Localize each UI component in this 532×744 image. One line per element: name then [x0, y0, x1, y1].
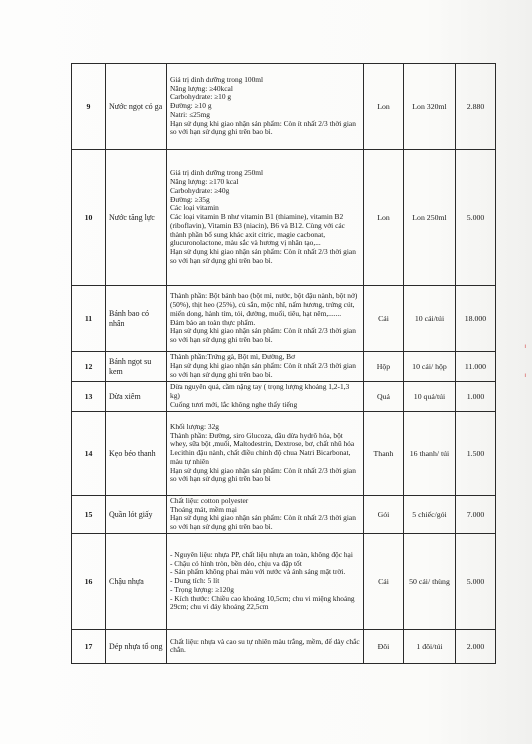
spec-line: Khối lượng: 32g [170, 421, 219, 431]
spec-line: Đường: ≥35g [170, 194, 210, 204]
row-number: 13 [72, 382, 106, 412]
spec-line: Thoáng mát, mềm mại [170, 504, 237, 514]
spec-line: - Chậu có hình tròn, bền dẻo, chịu va đập tốt [170, 558, 302, 568]
spec-line: Các loại vitamin [170, 203, 219, 213]
row-number: 15 [72, 496, 106, 534]
spec-line: Đường: ≥10 g [170, 101, 212, 111]
table-row [72, 412, 496, 496]
spec-line: Chất liệu: cotton polyester [170, 496, 249, 505]
margin-mark: ı [524, 372, 526, 379]
product-name: Kẹo béo thanh [106, 412, 167, 496]
row-number: 14 [72, 412, 106, 496]
spec-line: Giá trị dinh dưỡng trong 100ml [170, 74, 264, 84]
quantity: 7.000 [456, 496, 496, 534]
spec-line: Natri: ≤25mg [170, 109, 210, 119]
product-name: Bánh ngọt su kem [106, 352, 167, 382]
unit-of-measure: Lon [364, 64, 404, 150]
spec-line: Đảm bảo an toàn thực phẩm. [170, 317, 256, 327]
product-name: Bánh bao có nhân [106, 286, 167, 352]
spec-line: Hạn sử dụng khi giao nhận sản phẩm: Còn ít nhất 2/3 thời gian so với hạn sử dụng ghi trên bao bì. [170, 361, 356, 379]
quantity: 1.000 [456, 382, 496, 412]
spec-line: - Kích thước: Chiều cao khoảng 10,5cm; chu vi miệng khoảng 29cm; chu vi đáy khoảng 22,5cm [170, 593, 355, 612]
quantity: 5.000 [456, 533, 496, 629]
product-name: Nước tăng lực [106, 150, 167, 286]
product-spec [167, 496, 364, 534]
spec-line: Thành phần: Bột bánh bao (bột mì, nước, bột đậu nành, bột nở) (50%), thịt heo (25%), củ sắn, mộc nhĩ, nấm hương, trứng cút, miến dong, hành tím, tỏi, đường, muối, tiêu, hạt nêm,....... [170, 291, 358, 318]
table-row [72, 150, 496, 286]
spec-line: Năng lượng: ≥40kcal [170, 83, 233, 93]
spec-line: Các loại vitamin B như vitamin B1 (thiamine), vitamin B2 (riboflavin), Vitamin B3 (niacin), B6 và B12. Cùng với các thành phần bổ sung khác axit citric, magie cacbonat, glucuronolactone, màu sắc và hương vị nhân tạo,... [170, 212, 345, 248]
packaging: 50 cái/ thùng [404, 533, 456, 629]
unit-of-measure: Hộp [364, 352, 404, 382]
spec-line: - Nguyên liệu: nhựa PP, chất liệu nhựa an toàn, không độc hại [170, 549, 353, 559]
spec-line: Hạn sử dụng khi giao nhận sản phẩm: Còn ít nhất 2/3 thời gian so với hạn sử dụng ghi trên bao bì [170, 465, 356, 484]
product-spec [167, 352, 364, 382]
table-row [72, 64, 496, 150]
table-row [72, 352, 496, 382]
product-spec [167, 533, 364, 629]
table-row [72, 382, 496, 412]
spec-line: Dừa nguyên quả, cầm nặng tay ( trọng lượng khoảng 1,2-1,3 kg) [170, 382, 350, 401]
table-row [72, 533, 496, 629]
row-number: 10 [72, 150, 106, 286]
row-number: 9 [72, 64, 106, 150]
unit-of-measure: Gói [364, 496, 404, 534]
unit-of-measure: Quả [364, 382, 404, 412]
unit-of-measure: Đôi [364, 629, 404, 663]
spec-line: Cuống tươi mới, lắc không nghe thấy tiếng [170, 399, 298, 409]
spec-line: - Sản phẩm không phai màu với nước và ánh sáng mặt trời. [170, 567, 346, 577]
product-name: Chậu nhựa [106, 533, 167, 629]
spec-line: Hạn sử dụng khi giao nhận sản phẩm: Còn ít nhất 2/3 thời gian so với hạn sử dụng ghi trên bao bì. [170, 326, 356, 344]
table-row [72, 496, 496, 534]
quantity: 11.000 [456, 352, 496, 382]
product-spec [167, 150, 364, 286]
unit-of-measure: Cái [364, 286, 404, 352]
product-name: Quần lót giấy [106, 496, 167, 534]
product-spec [167, 412, 364, 496]
packaging: 10 quả/túi [404, 382, 456, 412]
packaging: Lon 320ml [404, 64, 456, 150]
unit-of-measure: Lon [364, 150, 404, 286]
product-spec [167, 286, 364, 352]
spec-line: Chất liệu: nhựa và cao su tự nhiên màu trắng, mềm, đế dày chắc chắn. [170, 636, 360, 655]
row-number: 16 [72, 533, 106, 629]
spec-line: - Trọng lượng: ≥120g [170, 584, 234, 594]
spec-line: - Dung tích: 5 lít [170, 576, 220, 586]
packaging: 5 chiếc/gói [404, 496, 456, 534]
spec-line: Carbohydrate: ≥10 g [170, 92, 232, 102]
packaging: 16 thanh/ túi [404, 412, 456, 496]
packaging: 10 cái/ hộp [404, 352, 456, 382]
product-name: Dép nhựa tổ ong [106, 629, 167, 663]
product-name: Nước ngọt có ga [106, 64, 167, 150]
spec-line: Carbohydrate: ≥40g [170, 185, 230, 195]
row-number: 12 [72, 352, 106, 382]
margin-mark: ı [524, 343, 526, 350]
product-spec [167, 382, 364, 412]
row-number: 11 [72, 286, 106, 352]
spec-line: Hạn sử dụng khi giao nhận sản phẩm: Còn ít nhất 2/3 thời gian so với hạn sử dụng ghi trên bao bì. [170, 247, 356, 265]
spec-line: Hạn sử dụng khi giao nhận sản phẩm: Còn ít nhất 2/3 thời gian so với hạn sử dụng ghi trên bao bì. [170, 118, 356, 137]
table-row [72, 286, 496, 352]
row-number: 17 [72, 629, 106, 663]
quantity: 5.000 [456, 150, 496, 286]
spec-line: Năng lượng: ≥170 kcal [170, 177, 239, 187]
table-row [72, 629, 496, 663]
spec-line: Thành phần: Đường, siro Glucoza, dầu dừa hydrô hóa, bột whey, sữa bột ,muối, Maltodestrin, Dextrose, bơ, chất nhũ hóa Lecithin đậu nành, chất điều chỉnh độ chua Natri Bicarbonat, màu tự nhiên [170, 430, 355, 466]
quantity: 18.000 [456, 286, 496, 352]
packaging: 1 đôi/túi [404, 629, 456, 663]
unit-of-measure: Cái [364, 533, 404, 629]
spec-line: Hạn sử dụng khi giao nhận sản phẩm: Còn ít nhất 2/3 thời gian so với hạn sử dụng ghi trên bao bì. [170, 513, 356, 532]
quantity: 2.000 [456, 629, 496, 663]
product-spec [167, 629, 364, 663]
packaging: 10 cái/túi [404, 286, 456, 352]
spec-line: Giá trị dinh dưỡng trong 250ml [170, 168, 264, 178]
product-name: Dừa xiêm [106, 382, 167, 412]
quantity: 2.880 [456, 64, 496, 150]
product-spec-table [71, 63, 496, 664]
unit-of-measure: Thanh [364, 412, 404, 496]
table-body [72, 64, 496, 664]
quantity: 1.500 [456, 412, 496, 496]
packaging: Lon 250ml [404, 150, 456, 286]
spec-line: Thành phần:Trứng gà, Bột mì, Đường, Bơ [170, 352, 295, 362]
product-spec [167, 64, 364, 150]
